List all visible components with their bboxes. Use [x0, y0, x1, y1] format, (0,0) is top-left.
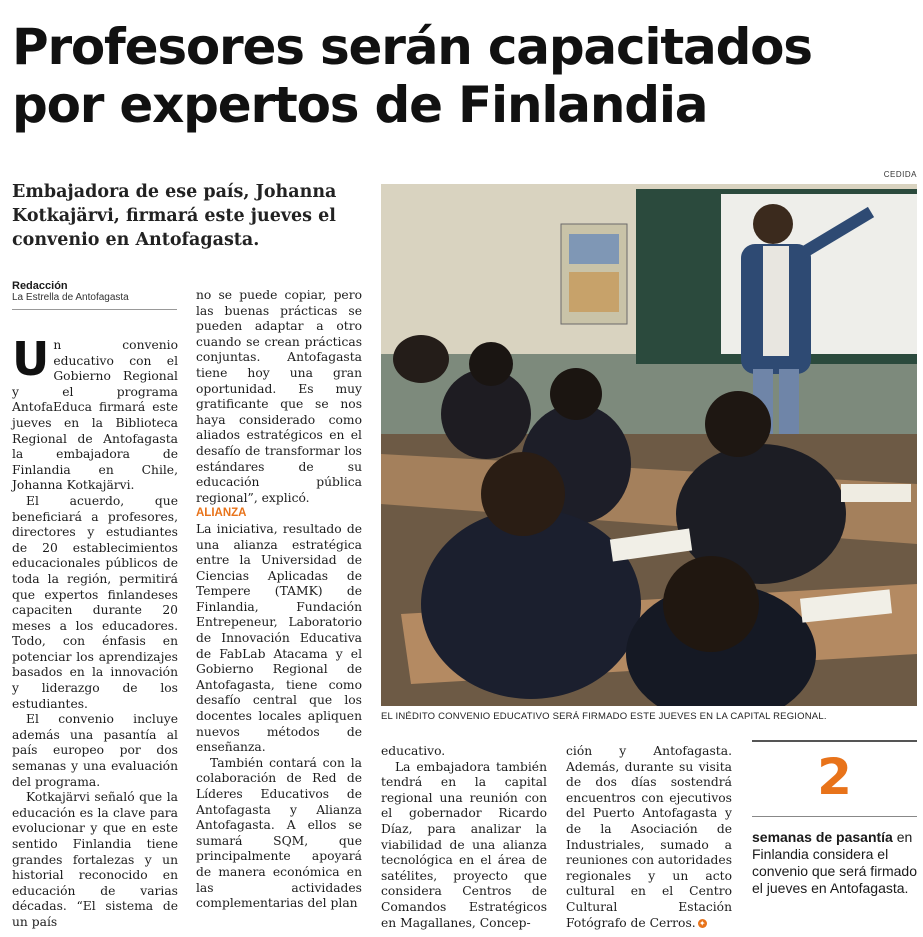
paragraph [566, 744, 732, 931]
column-2 [196, 288, 362, 912]
paragraph: La embajadora también tendrá en la capital regional una reunión con el gobernador Ricardo Díaz, para analizar la viabilidad de una alianza tecnológica en el área de satélites, proyecto que considera Centros de Comandos Estratégicos en Magallanes, Concep- [381, 759, 547, 930]
headline: Profesores serán capacitados por expertos de Finlandia [12, 18, 812, 134]
paragraph-text: ción y Antofagasta. Además, durante su visita de dos días sostendrá encuentros con ejecutivos del Puerto Antofagasta y de la Asociación de Industriales, sumado a reuniones con autoridades regionales y un acto cultural en el Centro Cultural Estación Fotógrafo de Cerros. [566, 744, 732, 930]
column-3 [381, 744, 547, 931]
classroom-photo [381, 184, 917, 706]
stat-sidebar [752, 740, 917, 897]
paragraph-text: n convenio educativo con el Gobierno Regional y el programa AntofaEduca firmará este jueves en la Biblioteca Regional de Antofagasta la embajadora de Finlandia en Chile, Johanna Kotkajärvi. [12, 338, 178, 493]
stat-number: 2 [817, 748, 852, 806]
stat-text: en Finlandia considera el convenio que será firmado el jueves en Antofagasta. [752, 829, 917, 896]
paragraph: no se puede copiar, pero las buenas prácticas se pueden adaptar a otro cuando se crean prácticas conjuntas. Antofagasta tiene hoy una gran oportunidad. Es muy gratificante que se nos haya considerado como aliados estratégicos en el desafío de transformar los estándares de su educación pública regional”, explicó. [196, 288, 362, 505]
photo-caption: EL INÉDITO CONVENIO EDUCATIVO SERÁ FIRMADO ESTE JUEVES EN LA CAPITAL REGIONAL. [381, 711, 827, 722]
divider [752, 816, 917, 817]
byline [12, 280, 177, 310]
deck: Embajadora de ese país, Johanna Kotkajärvi, firmará este jueves el convenio en Antofagasta. [12, 182, 337, 250]
paragraph: La iniciativa, resultado de una alianza estratégica entre la Universidad de Ciencias Aplicadas de Tempere (TAMK) de Finlandia, Fundación Entrepeneur, Laboratorio de Innovación Educativa de FabLab Atacama y el Gobierno Regional de Antofagasta, tiene como desafío central que los docentes locales apliquen nuevos métodos de enseñanza. [196, 521, 362, 755]
end-of-article-icon: ✦ [698, 918, 706, 928]
stat-description [752, 829, 917, 897]
paragraph: El acuerdo, que beneficiará a profesores, directores y estudiantes de 20 establecimientos educacionales públicos de toda la región, permitirá que expertos finlandeses capaciten durante 20 meses a los educadores. Todo, con énfasis en potenciar los aprendizajes basados en la innovación y liderazgo de los estudiantes. [12, 493, 178, 711]
byline-publication: La Estrella de Antofagasta [12, 292, 129, 303]
section-subhead: ALIANZA [196, 507, 247, 520]
paragraph: Kotkajärvi señaló que la educación es la clave para evolucionar y que en este sentido Finlandia tiene grandes fortalezas y un historial reconocido en educación de varias décadas. “El sistema de un país [12, 790, 178, 929]
photo-credit: CEDIDA [883, 170, 917, 179]
drop-cap: U [12, 332, 50, 386]
paragraph: También contará con la colaboración de Red de Líderes Educativos de Antofagasta y Alianza Antofagasta. A ellos se sumará SQM, que principalmente apoyará de manera económica en las actividades complementarias del plan [196, 755, 362, 911]
paragraph [12, 332, 178, 494]
byline-author: Redacción [12, 280, 68, 292]
column-1 [12, 332, 178, 931]
paragraph: El convenio incluye además una pasantía al país europeo por dos semanas y una evaluación del programa. [12, 712, 178, 789]
column-4 [566, 744, 732, 931]
classroom-illustration [381, 184, 917, 706]
stat-label: semanas de pasantía [752, 829, 893, 845]
paragraph: educativo. [381, 744, 446, 758]
